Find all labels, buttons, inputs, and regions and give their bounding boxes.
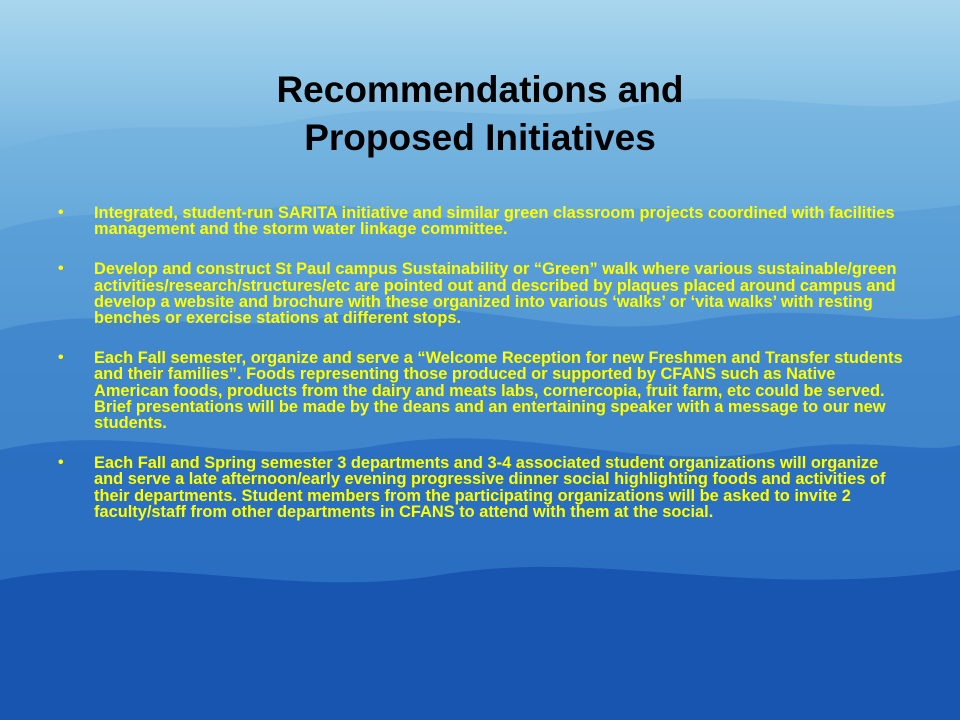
bullet-dot-icon: • bbox=[58, 454, 64, 472]
bullet-item bbox=[58, 350, 908, 431]
bullet-item bbox=[58, 261, 908, 326]
slide-title-line-1: Recommendations and bbox=[276, 69, 684, 110]
bullet-text: Each Fall semester, organize and serve a “Welcome Reception for new Freshmen and Transfer students and their families”. Foods representing those produced or supported by CFANS such as Native American foods, products from the dairy and meats labs, cornercopia, fruit farm, etc could be served. Brief presentations will be made by the deans and an entertaining speaker with a message to our new students. bbox=[94, 349, 903, 433]
bullet-text: Each Fall and Spring semester 3 departments and 3-4 associated student organizations will organize and serve a late afternoon/early evening progressive dinner social highlighting foods and activities of their departments. Student members from the participating organizations will be asked to invite 2 faculty/staff from other departments in CFANS to attend with them at the social. bbox=[94, 454, 886, 521]
bullet-dot-icon: • bbox=[58, 349, 64, 367]
bullet-text: Integrated, student-run SARITA initiative and similar green classroom projects coordined with facilities management and the storm water linkage committee. bbox=[94, 204, 895, 239]
slide-title-line-2: Proposed Initiatives bbox=[304, 117, 656, 158]
slide-title bbox=[80, 66, 880, 162]
bullet-item bbox=[58, 455, 908, 520]
bullet-list bbox=[58, 205, 908, 544]
bullet-dot-icon: • bbox=[58, 204, 64, 221]
bullet-dot-icon: • bbox=[58, 260, 64, 278]
bullet-item bbox=[58, 205, 908, 237]
bullet-text: Develop and construct St Paul campus Sustainability or “Green” walk where various sustainable/green activities/research/structures/etc are pointed out and described by plaques placed around campus and develop a website and brochure with these organized into various ‘walks’ or ‘vita walks’ with resting benches or exercise stations at different stops. bbox=[94, 260, 897, 328]
